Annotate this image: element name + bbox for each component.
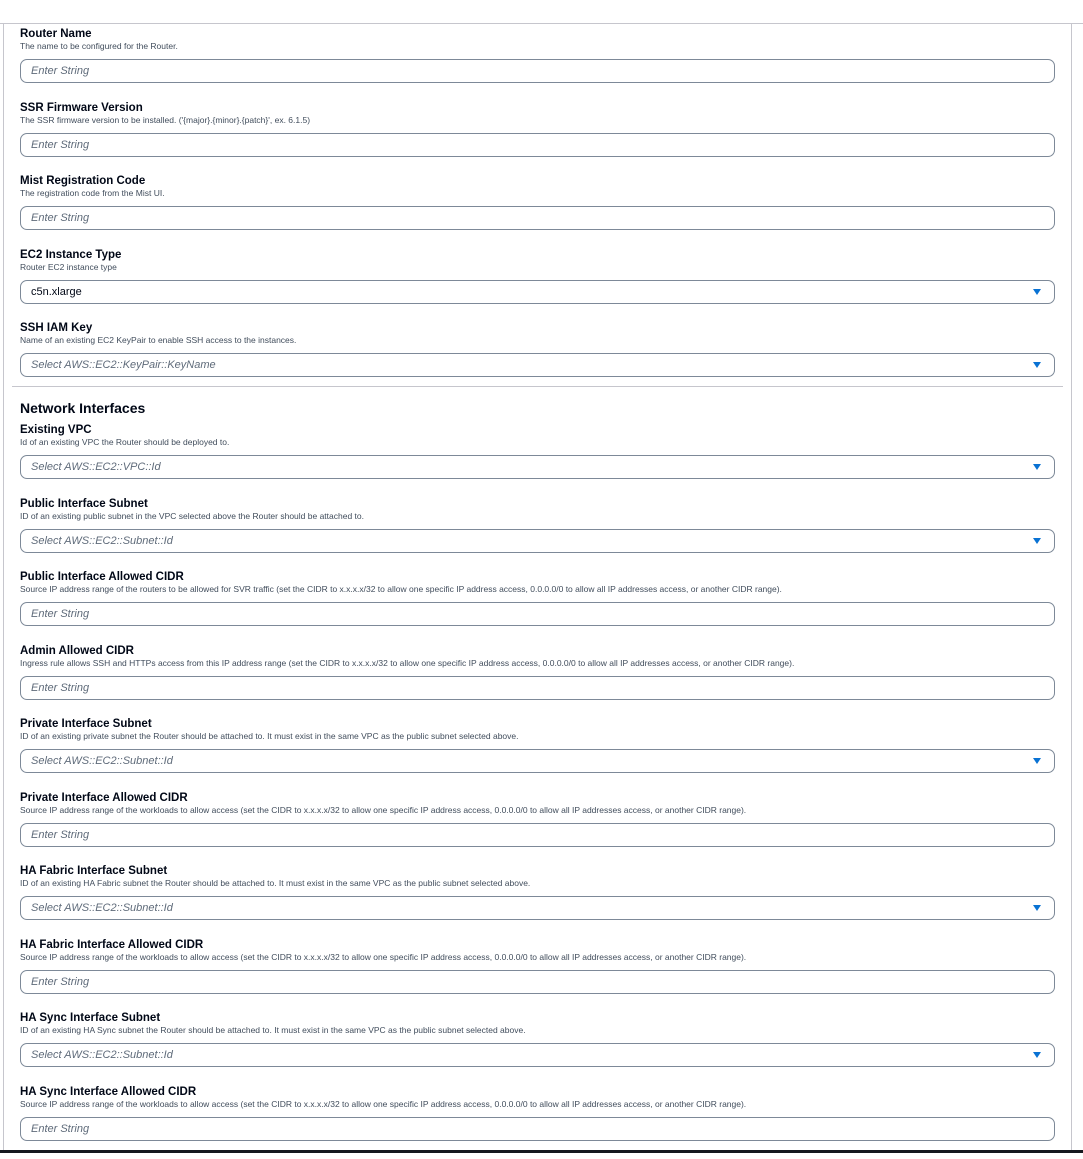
general-parameters (20, 28, 1055, 396)
field-label: EC2 Instance Type (20, 249, 1055, 261)
scrollbar-track[interactable] (1071, 23, 1072, 1153)
field-description: Source IP address range of the workloads to allow access (set the CIDR to x.x.x.x/32 to allow one specific IP address access, 0.0.0.0/0 to allow all IP addresses access, or another CIDR range). (20, 1098, 1055, 1110)
ha-sync-interface-subnet-select[interactable] (20, 1043, 1055, 1067)
placeholder: Enter String (31, 1118, 89, 1140)
field-description: Name of an existing EC2 KeyPair to enable SSH access to the instances. (20, 334, 1055, 346)
field-description: Router EC2 instance type (20, 261, 1055, 273)
field-description: Ingress rule allows SSH and HTTPs access from this IP address range (set the CIDR to x.x.x.x/32 to allow one specific IP address access, 0.0.0.0/0 to allow all IP addresses access, or another CIDR range). (20, 657, 1055, 669)
field-label: Admin Allowed CIDR (20, 645, 1055, 657)
ssr-firmware-version-input[interactable] (20, 133, 1055, 157)
network-parameters (20, 424, 1055, 1159)
public-interface-allowed-cidr-input[interactable] (20, 602, 1055, 626)
left-border (3, 23, 4, 1153)
caret-down-icon[interactable] (1033, 464, 1041, 470)
caret-down-icon[interactable] (1033, 905, 1041, 911)
placeholder: Select AWS::EC2::Subnet::Id (31, 1044, 173, 1066)
placeholder: Enter String (31, 134, 89, 156)
field-ssr-firmware-version (20, 102, 1055, 176)
selected-value: c5n.xlarge (31, 281, 82, 303)
field-description: The SSR firmware version to be installed. ('{major}.{minor}.{patch}', ex. 6.1.5) (20, 114, 1055, 126)
field-label: Mist Registration Code (20, 175, 1055, 187)
placeholder: Select AWS::EC2::KeyPair::KeyName (31, 354, 216, 376)
existing-vpc-select[interactable] (20, 455, 1055, 479)
field-label: HA Fabric Interface Subnet (20, 865, 1055, 877)
caret-down-icon[interactable] (1033, 362, 1041, 368)
private-interface-subnet-select[interactable] (20, 749, 1055, 773)
field-description: Source IP address range of the routers to be allowed for SVR traffic (set the CIDR to x.x.x.x/32 to allow one specific IP address access, 0.0.0.0/0 to allow all IP addresses access, or another CIDR range). (20, 583, 1055, 595)
field-label: SSH IAM Key (20, 322, 1055, 334)
field-description: The registration code from the Mist UI. (20, 187, 1055, 199)
field-label: Private Interface Subnet (20, 718, 1055, 730)
private-interface-allowed-cidr-input[interactable] (20, 823, 1055, 847)
admin-allowed-cidr-input[interactable] (20, 676, 1055, 700)
field-public-interface-allowed-cidr (20, 571, 1055, 645)
field-router-name (20, 28, 1055, 102)
field-description: The name to be configured for the Router. (20, 40, 1055, 52)
field-admin-allowed-cidr (20, 645, 1055, 719)
field-ec2-instance-type (20, 249, 1055, 323)
field-description: ID of an existing private subnet the Router should be attached to. It must exist in the same VPC as the public subnet selected above. (20, 730, 1055, 742)
caret-down-icon[interactable] (1033, 758, 1041, 764)
field-label: Private Interface Allowed CIDR (20, 792, 1055, 804)
section-divider (12, 386, 1063, 387)
placeholder: Select AWS::EC2::Subnet::Id (31, 530, 173, 552)
placeholder: Select AWS::EC2::VPC::Id (31, 456, 161, 478)
public-interface-subnet-select[interactable] (20, 529, 1055, 553)
placeholder: Enter String (31, 677, 89, 699)
field-ha-fabric-interface-subnet (20, 865, 1055, 939)
field-public-interface-subnet (20, 498, 1055, 572)
top-divider (0, 23, 1083, 24)
field-label: Router Name (20, 28, 1055, 40)
field-label: Existing VPC (20, 424, 1055, 436)
router-name-input[interactable] (20, 59, 1055, 83)
field-existing-vpc (20, 424, 1055, 498)
section-title-network-interfaces: Network Interfaces (20, 399, 145, 417)
field-label: SSR Firmware Version (20, 102, 1055, 114)
field-ha-fabric-interface-allowed-cidr (20, 939, 1055, 1013)
field-private-interface-subnet (20, 718, 1055, 792)
field-description: ID of an existing HA Sync subnet the Router should be attached to. It must exist in the same VPC as the public subnet selected above. (20, 1024, 1055, 1036)
ha-sync-interface-allowed-cidr-input[interactable] (20, 1117, 1055, 1141)
field-private-interface-allowed-cidr (20, 792, 1055, 866)
ha-fabric-interface-allowed-cidr-input[interactable] (20, 970, 1055, 994)
caret-down-icon[interactable] (1033, 289, 1041, 295)
placeholder: Enter String (31, 60, 89, 82)
placeholder: Enter String (31, 824, 89, 846)
mist-registration-code-input[interactable] (20, 206, 1055, 230)
field-ha-sync-interface-subnet (20, 1012, 1055, 1086)
field-label: HA Fabric Interface Allowed CIDR (20, 939, 1055, 951)
field-label: Public Interface Allowed CIDR (20, 571, 1055, 583)
field-ha-sync-interface-allowed-cidr (20, 1086, 1055, 1159)
field-description: Source IP address range of the workloads to allow access (set the CIDR to x.x.x.x/32 to allow one specific IP address access, 0.0.0.0/0 to allow all IP addresses access, or another CIDR range). (20, 951, 1055, 963)
field-description: ID of an existing HA Fabric subnet the Router should be attached to. It must exist in the same VPC as the public subnet selected above. (20, 877, 1055, 889)
ha-fabric-interface-subnet-select[interactable] (20, 896, 1055, 920)
field-mist-registration-code (20, 175, 1055, 249)
field-label: Public Interface Subnet (20, 498, 1055, 510)
placeholder: Select AWS::EC2::Subnet::Id (31, 750, 173, 772)
ssh-iam-key-select[interactable] (20, 353, 1055, 377)
caret-down-icon[interactable] (1033, 538, 1041, 544)
ec2-instance-type-select[interactable] (20, 280, 1055, 304)
placeholder: Enter String (31, 971, 89, 993)
field-description: ID of an existing public subnet in the VPC selected above the Router should be attached to. (20, 510, 1055, 522)
placeholder: Enter String (31, 207, 89, 229)
field-label: HA Sync Interface Subnet (20, 1012, 1055, 1024)
field-description: Id of an existing VPC the Router should be deployed to. (20, 436, 1055, 448)
field-label: HA Sync Interface Allowed CIDR (20, 1086, 1055, 1098)
field-description: Source IP address range of the workloads to allow access (set the CIDR to x.x.x.x/32 to allow one specific IP address access, 0.0.0.0/0 to allow all IP addresses access, or another CIDR range). (20, 804, 1055, 816)
placeholder: Enter String (31, 603, 89, 625)
placeholder: Select AWS::EC2::Subnet::Id (31, 897, 173, 919)
field-ssh-iam-key (20, 322, 1055, 396)
caret-down-icon[interactable] (1033, 1052, 1041, 1058)
